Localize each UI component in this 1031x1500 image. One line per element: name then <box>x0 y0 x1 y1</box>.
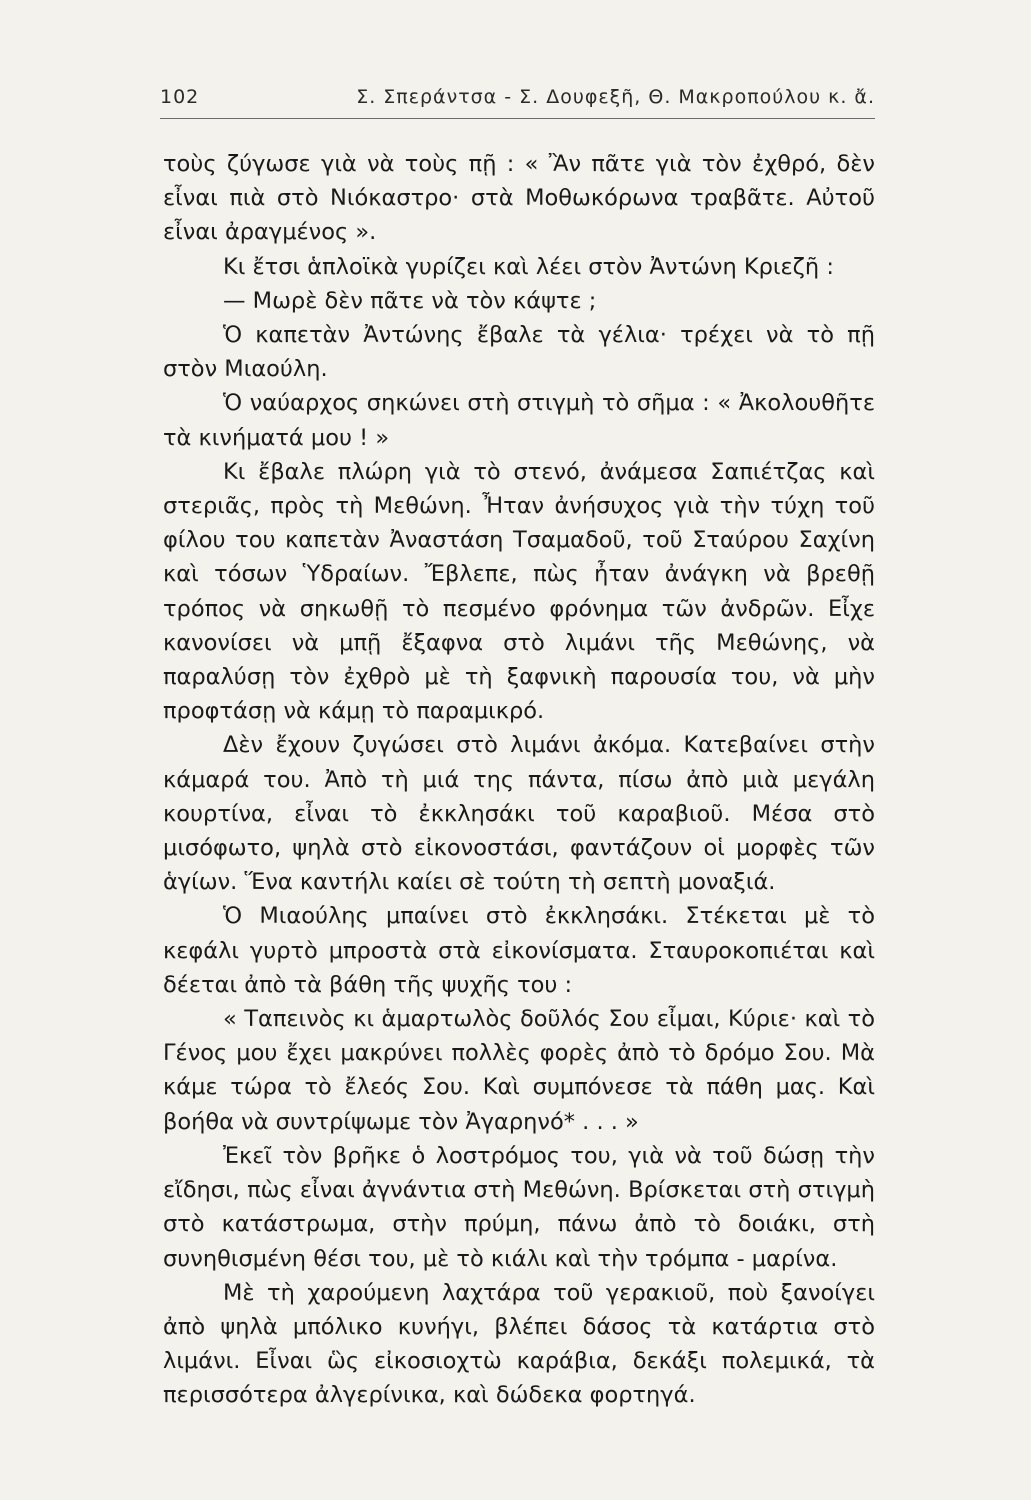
paragraph: Κι ἔτσι ἁπλοϊκὰ γυρίζει καὶ λέει στὸν Ἀντώνη Κριεζῆ : <box>223 253 834 280</box>
paragraph: Ὁ ναύαρχος σηκώνει στὴ στιγμὴ τὸ σῆμα : « Ἀκολουθῆτε τὰ κινήματά μου ! » <box>163 390 875 451</box>
header-rule <box>160 118 875 119</box>
running-header <box>160 86 875 116</box>
paragraph: τοὺς ζύγωσε γιὰ νὰ τοὺς πῇ : « Ἂν πᾶτε γιὰ τὸν ἐχθρό, δὲν εἶναι πιὰ στὸ Νιόκαστρο· στὰ Μοθωκόρωνα τραβᾶτε. Αὐτοῦ εἶναι ἀραγμένος ». <box>163 151 875 246</box>
body-text <box>163 147 875 1413</box>
paragraph: Μὲ τὴ χαρούμενη λαχτάρα τοῦ γερακιοῦ, ποὺ ξανοίγει ἀπὸ ψηλὰ μπόλικο κυνήγι, βλέπει δάσος τὰ κατάρτια στὸ λιμάνι. Εἶναι ὣς εἰκοσιοχτὼ καράβια, δεκάξι πολεμικά, τὰ περισσότερα ἀλγερίνικα, καὶ δώδεκα φορτηγά. <box>163 1279 875 1409</box>
paragraph: — Μωρὲ δὲν πᾶτε νὰ τὸν κάψτε ; <box>223 287 597 314</box>
header-authors: Σ. Σπεράντσα - Σ. Δουφεξῆ, Θ. Μακροπούλου κ. ἄ. <box>356 86 875 108</box>
page-number: 102 <box>160 86 200 108</box>
paragraph: Δὲν ἔχουν ζυγώσει στὸ λιμάνι ἀκόμα. Κατεβαίνει στὴν κάμαρά του. Ἀπὸ τὴ μιά της πάντα, πίσω ἀπὸ μιὰ μεγάλη κουρτίνα, εἶναι τὸ ἐκκλησάκι τοῦ καραβιοῦ. Μέσα στὸ μισόφωτο, ψηλὰ στὸ εἰκονοστάσι, φαντάζουν οἱ μορφὲς τῶν ἁγίων. Ἕνα καντήλι καίει σὲ τούτη τὴ σεπτὴ μοναξιά. <box>163 732 875 896</box>
paragraph: Ἐκεῖ τὸν βρῆκε ὁ λοστρόμος του, γιὰ νὰ τοῦ δώσῃ τὴν εἴδησι, πὼς εἶναι ἀγνάντια στὴ Μεθώνη. Βρίσκεται στὴ στιγμὴ στὸ κατάστρωμα, στὴν πρύμη, πάνω ἀπὸ τὸ δοιάκι, στὴ συνηθισμένη θέσι του, μὲ τὸ κιάλι καὶ τὴν τρόμπα - μαρίνα. <box>163 1142 875 1272</box>
paragraph: Ὁ Μιαούλης μπαίνει στὸ ἐκκλησάκι. Στέκεται μὲ τὸ κεφάλι γυρτὸ μπροστὰ στὰ εἰκονίσματα. Σταυροκοπιέται καὶ δέεται ἀπὸ τὰ βάθη τῆς ψυχῆς του : <box>163 903 875 998</box>
paragraph: Ὁ καπετὰν Ἀντώνης ἔβαλε τὰ γέλια· τρέχει νὰ τὸ πῇ στὸν Μιαούλη. <box>163 322 875 383</box>
paragraph: « Ταπεινὸς κι ἁμαρτωλὸς δοῦλός Σου εἶμαι, Κύριε· καὶ τὸ Γένος μου ἔχει μακρύνει πολλὲς φορὲς ἀπὸ τὸ δρόμο Σου. Μὰ κάμε τώρα τὸ ἔλεός Σου. Καὶ συμπόνεσε τὰ πάθη μας. Καὶ βοήθα νὰ συντρίψωμε τὸν Ἀγαρηνό* . . . » <box>163 1006 875 1135</box>
paragraph: Κι ἔβαλε πλώρη γιὰ τὸ στενό, ἀνάμεσα Σαπιέτζας καὶ στεριᾶς, πρὸς τὴ Μεθώνη. Ἦταν ἀνήσυχος γιὰ τὴν τύχη τοῦ φίλου του καπετὰν Ἀναστάση Τσαμαδοῦ, τοῦ Σταύρου Σαχίνη καὶ τόσων Ὑδραίων. Ἔβλεπε, πὼς ἦταν ἀνάγκη νὰ βρεθῇ τρόπος νὰ σηκωθῇ τὸ πεσμένο φρόνημα τῶν ἀνδρῶν. Εἶχε κανονίσει νὰ μπῇ ἔξαφνα στὸ λιμάνι τῆς Μεθώνης, νὰ παραλύσῃ τὸν ἐχθρὸ μὲ τὴ ξαφνικὴ παρουσία του, νὰ μὴν προφτάσῃ νὰ κάμῃ τὸ παραμικρό. <box>163 458 875 725</box>
